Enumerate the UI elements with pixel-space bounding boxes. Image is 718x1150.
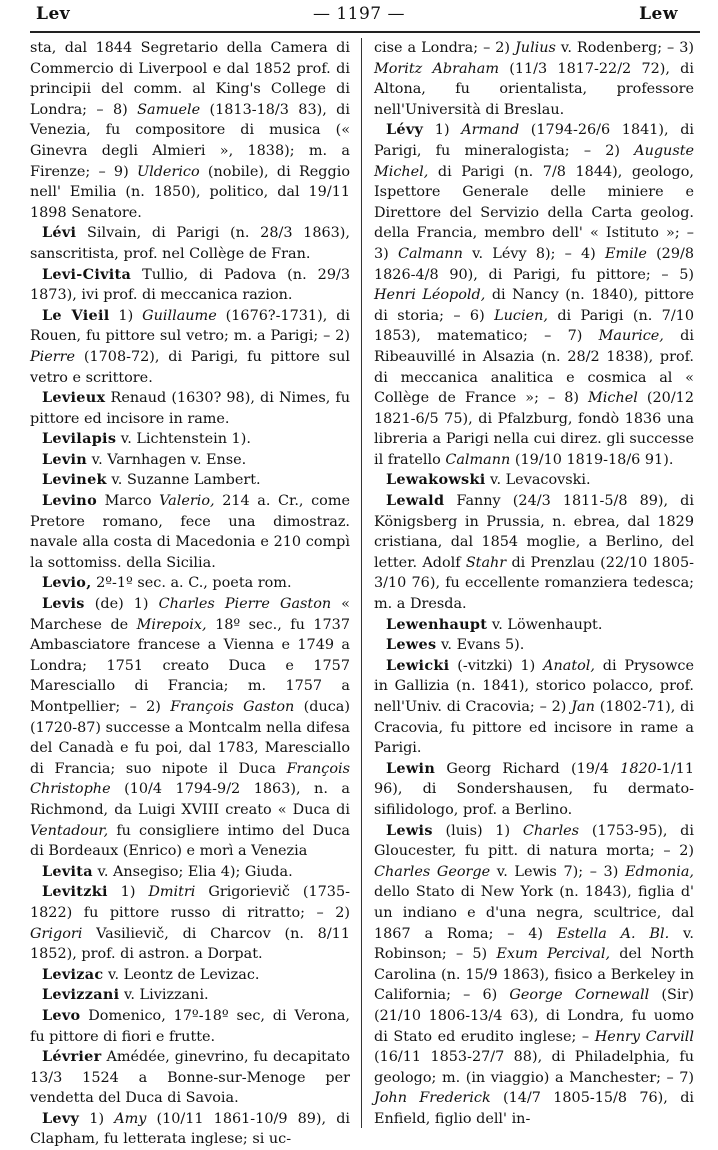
dictionary-entry xyxy=(30,265,350,306)
italic-name: Ventadour, xyxy=(30,822,109,839)
entry-headword: Lévrier xyxy=(42,1048,102,1066)
entry-text: di Nancy (n. 1840), pittore di storia; – 6) xyxy=(374,287,694,324)
italic-name: Lucien, xyxy=(494,307,548,324)
entry-text: (11/3 1817-22/2 72), di Altona, fu orientalista, professore nell'Università di Breslau. xyxy=(374,60,694,118)
entry-headword: Levo xyxy=(42,1006,81,1024)
entry-text: di Parigi (n. 7/10 1853), matematico; – 7) xyxy=(374,307,694,345)
dictionary-entry xyxy=(30,1006,350,1047)
entry-headword: Lewis xyxy=(386,821,433,839)
dictionary-entry xyxy=(374,615,694,636)
italic-name: Calmann xyxy=(397,245,463,262)
entry-headword: Lewicki xyxy=(386,656,450,674)
dictionary-entry xyxy=(374,491,694,615)
entry-text: 1) xyxy=(107,884,149,901)
italic-name: Charles xyxy=(522,822,580,839)
entry-headword: Lewald xyxy=(386,492,445,510)
italic-name: George Cornewall xyxy=(509,987,650,1004)
italic-name: Jan xyxy=(571,699,595,715)
entry-headword: Lewenhaupt xyxy=(386,615,488,633)
entry-headword: Levita xyxy=(42,862,93,880)
dictionary-entry xyxy=(374,656,694,759)
dictionary-entry xyxy=(30,388,350,429)
entry-headword: Lévi xyxy=(42,224,77,242)
entry-text: v. Varnhagen v. Ense. xyxy=(87,451,247,468)
italic-name: Auguste Michel, xyxy=(374,142,694,180)
italic-name: Estella A. Bl. xyxy=(556,925,670,942)
dictionary-entry xyxy=(30,429,350,450)
entry-headword: Levizzani xyxy=(42,986,120,1004)
entry-headword: Levio, xyxy=(42,574,92,592)
entry-text: di Parigi (n. 7/8 1844), geologo, Ispettore Generale delle miniere e Direttore del Servizio della Carta geolog. della Francia, membro dell' « Istituto »; – 3) xyxy=(374,163,694,262)
dictionary-entry xyxy=(30,306,350,388)
header-right-guideword: Lew xyxy=(639,4,678,24)
entry-text: (de) 1) xyxy=(84,596,159,613)
entry-text: (10/11 1861-10/9 89), di Clapham, fu letterata inglese; si uc- xyxy=(30,1110,351,1148)
italic-name: Grigori xyxy=(30,925,83,942)
italic-name: Ulderico xyxy=(136,163,200,180)
italic-name: Exum Percival, xyxy=(496,946,611,963)
entry-text: (10/4 1794-9/2 1863), n. a Richmond, da Luigi XVIII creato « Duca di xyxy=(30,781,350,818)
entry-text: v. Leontz de Levizac. xyxy=(103,966,260,983)
italic-name: Edmonia, xyxy=(624,863,694,880)
dictionary-entry xyxy=(30,491,350,573)
entry-text: (Sir) (21/10 1806-13/4 63), di Londra, fu uomo di Stato ed erudito inglese; – xyxy=(374,987,694,1045)
entry-text: (1708-72), di Parigi, fu pittore sul vetro e scrittore. xyxy=(30,348,350,386)
entry-text: (duca) (1720-87) successe a Montcalm nella difesa del Canadà e fu poi, dal 1783, Maresciallo di Francia; suo nipote il Duca xyxy=(30,699,350,777)
right-column xyxy=(374,38,694,1129)
dictionary-entry xyxy=(30,573,350,594)
entry-text: del North Carolina (n. 15/9 1863), fisico a Berkeley in California; – 6) xyxy=(374,946,695,1004)
dictionary-entry xyxy=(30,1109,350,1150)
entry-text: v. Levacovski. xyxy=(485,472,591,489)
italic-name: John Frederick xyxy=(374,1090,491,1107)
entry-headword: Le Vieil xyxy=(42,306,110,324)
dictionary-entry xyxy=(30,470,350,491)
entry-text: (nobile), di Reggio nell' Emilia (n. 1850), politico, dal 19/11 1898 Senatore. xyxy=(30,163,350,221)
entry-text: v. Robinson; – 5) xyxy=(374,925,695,963)
entry-headword: Levin xyxy=(42,450,88,468)
header-left-guideword: Lev xyxy=(36,4,71,24)
dictionary-entry xyxy=(374,821,694,1130)
italic-name: Amy xyxy=(114,1110,147,1127)
entry-text: Amédée, ginevrino, fu decapitato 13/3 1524 a Bonne-sur-Menoge per vendetta del Duca di Savoia. xyxy=(30,1049,350,1107)
dictionary-entry xyxy=(30,594,350,862)
entry-text: Vasilievič, di Charcov (n. 8/11 1852), prof. di astron. a Dorpat. xyxy=(30,925,350,963)
dictionary-entry xyxy=(30,450,350,471)
italic-name: Dmitri xyxy=(148,884,196,901)
entry-text: (19/10 1819-18/6 91). xyxy=(510,451,674,468)
italic-name: Valerio, xyxy=(159,493,215,510)
entry-text: (14/7 1805-15/8 76), di Enfield, figlio dell' in- xyxy=(374,1090,695,1127)
entry-text: cise a Londra; – 2) xyxy=(374,40,516,56)
page-number: — 1197 — xyxy=(312,4,406,24)
dictionary-entry xyxy=(30,882,350,964)
entry-headword: Lewin xyxy=(386,759,436,777)
entry-headword: Lévy xyxy=(386,121,424,139)
italic-name: Julius xyxy=(515,40,556,56)
entry-text: (1813-18/3 83), di Venezia, fu compositore di musica (« Ginevra degli Almieri », 1838); m. a Firenze; – 9) xyxy=(30,101,350,180)
entry-text: sta, dal 1844 Segretario della Camera di Commercio di Liverpool e dal 1852 prof. di principii del comm. al King's College di Londra; – 8) xyxy=(30,40,350,118)
italic-name: Pierre xyxy=(30,348,76,365)
column-divider xyxy=(361,38,362,1128)
entry-text: Fanny (24/3 1811-5/8 89), di Königsberg in Prussia, n. ebrea, dal 1829 cristiana, dal 1854 moglie, a Berlino, del letter. Adolf xyxy=(374,493,694,571)
dictionary-entry xyxy=(30,985,350,1006)
italic-name: Maurice, xyxy=(598,328,664,345)
entry-text: Marco xyxy=(96,493,160,510)
dictionary-entry xyxy=(374,120,694,470)
entry-text: « Marchese de xyxy=(30,596,350,633)
entry-text: 2º-1º sec. a. C., poeta rom. xyxy=(91,575,292,592)
entry-text: Grigorievič (1735-1822) fu pittore russo di ritratto; – 2) xyxy=(30,884,350,921)
entry-text: fu consigliere intimo del Duca di Bordeaux (Enrico) e morì a Venezia xyxy=(30,822,350,860)
entry-text: (1802-71), di Cracovia, fu pittore ed incisore in rame a Parigi. xyxy=(374,699,694,757)
entry-text: di Ribeauvillé in Alsazia (n. 28/2 1838), prof. di meccanica analitica e cosmica al « Collège de France »; – 8) xyxy=(374,328,694,407)
running-header xyxy=(0,0,718,30)
entry-text: v. Rodenberg; – 3) xyxy=(555,40,694,56)
entry-text: 214 a. Cr., come Pretore romano, fece una dimostraz. navale alla costa di Macedonia e 210 compì la sottomiss. della Sicilia. xyxy=(30,493,350,571)
entry-text: (16/11 1853-27/7 88), di Philadelphia, fu geologo; m. (in viaggio) a Manchester; – 7) xyxy=(374,1049,694,1086)
entry-text: v. Lichtenstein 1). xyxy=(116,431,251,448)
italic-name: 1820- xyxy=(620,760,662,777)
entry-headword: Levis xyxy=(42,595,85,613)
entry-text: v. Suzanne Lambert. xyxy=(106,472,261,489)
entry-text: v. Ansegiso; Elia 4); Giuda. xyxy=(92,863,293,880)
italic-name: Mirepoix, xyxy=(136,616,207,633)
entry-text: dello Stato di New York (n. 1843), figlia d' un indiano e d'una negra, scultrice, dal 1867 a Roma; – 4) xyxy=(374,884,694,942)
entry-text: di Prenzlau (22/10 1805-3/10 76), fu eccellente romanziera tedesca; m. a Dresda. xyxy=(374,554,695,613)
entry-text: Renaud (1630? 98), di Nimes, fu pittore ed incisore in rame. xyxy=(30,390,350,427)
entry-text: Georg Richard (19/4 xyxy=(435,760,621,777)
entry-text: Domenico, 17º-18º sec, di Verona, fu pittore di fiori e frutte. xyxy=(30,1007,350,1045)
entry-text: (1794-26/6 1841), di Parigi, fu mineralogista; – 2) xyxy=(374,122,695,159)
italic-name: Armand xyxy=(461,122,520,139)
entry-headword: Lewes xyxy=(386,636,437,654)
entry-text: 18º sec., fu 1737 Ambasciatore francese a Vienna e 1749 a Londra; 1751 creato Duca e 1757 Maresciallo di Francia; m. 1757 a Montpellier; – 2) xyxy=(30,616,350,715)
entry-text: Silvain, di Parigi (n. 28/3 1863), sanscritista, prof. nel Collège de Fran. xyxy=(30,225,350,262)
dictionary-entry xyxy=(30,862,350,883)
entry-text: 1) xyxy=(109,307,143,324)
italic-name: François Christophe xyxy=(30,760,350,798)
italic-name: Anatol, xyxy=(543,657,595,674)
entry-text: (luis) 1) xyxy=(432,822,523,839)
entry-text: Tullio, di Padova (n. 29/3 1873), ivi prof. di meccanica razion. xyxy=(30,266,350,304)
entry-headword: Levilapis xyxy=(42,430,117,448)
entry-text: (20/12 1821-6/5 75), di Pfalzburg, fondò 1836 una libreria a Parigi nella cui direz. gli successe il fratello xyxy=(374,390,694,468)
italic-name: Emile xyxy=(605,245,647,262)
entry-headword: Levino xyxy=(42,492,97,510)
entry-text: v. Löwenhaupt. xyxy=(487,616,603,633)
entry-text: 1/11 96), di Sondershausen, fu dermato-sifilidologo, prof. a Berlino. xyxy=(374,760,694,818)
dictionary-entry xyxy=(374,759,694,821)
entry-text: (29/8 1826-4/8 90), di Parigi, fu pittore; – 5) xyxy=(374,245,694,283)
dictionary-entry xyxy=(374,470,694,491)
entry-continuation xyxy=(30,38,350,223)
entry-text: v. Livizzani. xyxy=(119,987,209,1004)
entry-headword: Levizac xyxy=(42,965,104,983)
dictionary-entry xyxy=(30,1047,350,1109)
italic-name: Henry Carvill xyxy=(594,1028,695,1045)
entry-text: 1) xyxy=(79,1110,115,1127)
italic-name: Henri Léopold, xyxy=(374,287,486,304)
italic-name: Charles George xyxy=(374,863,491,880)
dictionary-entry xyxy=(30,223,350,264)
entry-headword: Levitzki xyxy=(42,883,108,901)
italic-name: Guillaume xyxy=(142,307,217,324)
entry-headword: Levi-Civita xyxy=(42,265,132,283)
italic-name: Michel xyxy=(588,390,638,407)
entry-text: (-vitzki) 1) xyxy=(449,657,544,674)
italic-name: Moritz Abraham xyxy=(374,60,500,77)
entry-headword: Levieux xyxy=(42,389,106,407)
dictionary-entry xyxy=(374,635,694,656)
italic-name: Samuele xyxy=(137,101,201,118)
entry-text: v. Evans 5). xyxy=(436,637,525,654)
entry-headword: Lewakowski xyxy=(386,471,486,489)
italic-name: Calmann xyxy=(445,451,511,468)
entry-text: (1676?-1731), di Rouen, fu pittore sul vetro; m. a Parigi; – 2) xyxy=(30,307,351,345)
italic-name: François Gaston xyxy=(170,699,295,715)
entry-headword: Levy xyxy=(42,1109,80,1127)
entry-text: 1) xyxy=(423,122,462,139)
entry-continuation xyxy=(374,38,694,120)
italic-name: Charles Pierre Gaston xyxy=(158,596,332,613)
entry-text: (1753-95), di Gloucester, fu pitt. di natura morta; – 2) xyxy=(374,822,694,860)
entry-text: v. Lewis 7); – 3) xyxy=(490,863,625,880)
entry-text: di Prysowce in Gallizia (n. 1841), storico polacco, prof. nell'Univ. di Cracovia; – 2) xyxy=(374,657,694,715)
header-rule xyxy=(30,31,700,33)
left-column xyxy=(30,38,350,1150)
entry-headword: Levinek xyxy=(42,471,107,489)
entry-text: v. Lévy 8); – 4) xyxy=(462,245,605,262)
italic-name: Stahr xyxy=(465,554,507,571)
dictionary-entry xyxy=(30,965,350,986)
